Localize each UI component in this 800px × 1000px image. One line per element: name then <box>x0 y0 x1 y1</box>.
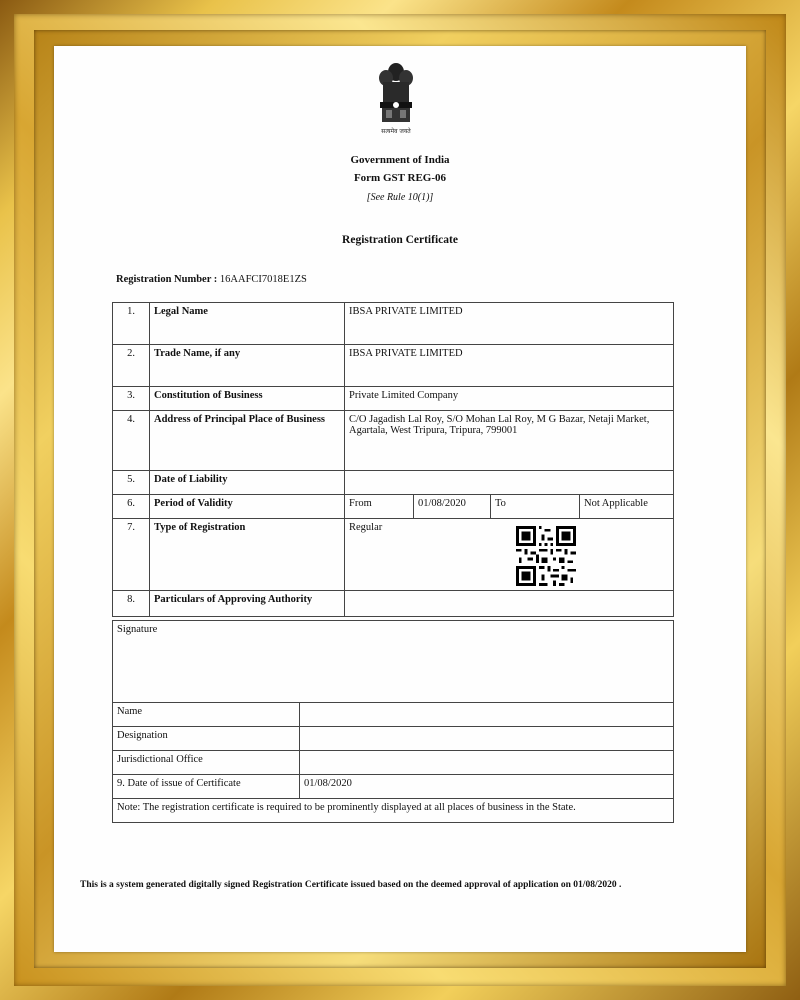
table-row <box>113 495 674 519</box>
rule-reference: [See Rule 10(1)] <box>366 192 434 203</box>
row-label: Date of Liability <box>150 471 345 495</box>
table-row <box>113 303 674 345</box>
jurisdictional-office-label: Jurisdictional Office <box>113 751 300 775</box>
name-value <box>300 703 674 727</box>
validity-from-value: 01/08/2020 <box>414 495 491 519</box>
table-row <box>113 519 674 591</box>
table-row <box>113 411 674 471</box>
form-heading: Form GST REG-06 <box>353 172 447 184</box>
validity-to-label: To <box>491 495 580 519</box>
row-value: C/O Jagadish Lal Roy, S/O Mohan Lal Roy, M G Bazar, Netaji Market, Agartala, West Tripura, Tripura, 799001 <box>345 411 674 471</box>
row-number: 3. <box>113 387 150 411</box>
jurisdictional-office-value <box>300 751 674 775</box>
signature-label: Signature <box>113 621 674 703</box>
row-label: Period of Validity <box>150 495 345 519</box>
footer-disclaimer: This is a system generated digitally signed Registration Certificate issued based on the deemed approval of application on 01/08/2020 . <box>80 880 622 890</box>
row-number: 6. <box>113 495 150 519</box>
signature-row <box>113 621 674 703</box>
table-row <box>113 471 674 495</box>
emblem-motto: सत्यमेव जयते <box>381 128 411 135</box>
row-value <box>345 591 674 617</box>
row-number: 2. <box>113 345 150 387</box>
name-label: Name <box>113 703 300 727</box>
table-row <box>113 387 674 411</box>
issue-date-label: 9. Date of issue of Certificate <box>113 775 300 799</box>
row-number: 4. <box>113 411 150 471</box>
certificate-table <box>112 302 674 617</box>
approving-authority-table <box>112 620 674 823</box>
row-value: IBSA PRIVATE LIMITED <box>345 345 674 387</box>
table-row <box>113 727 674 751</box>
row-label: Legal Name <box>150 303 345 345</box>
table-row <box>113 751 674 775</box>
validity-to-value: Not Applicable <box>580 495 674 519</box>
row-value: Regular <box>345 519 674 591</box>
qr-code-icon <box>516 526 576 586</box>
registration-number-label: Registration Number : <box>116 274 218 285</box>
note-text: Note: The registration certificate is required to be prominently displayed at all places of business in the State. <box>113 799 674 823</box>
registration-number <box>116 274 307 285</box>
designation-label: Designation <box>113 727 300 751</box>
row-label: Trade Name, if any <box>150 345 345 387</box>
row-value: Private Limited Company <box>345 387 674 411</box>
registration-number-value: 16AAFCI7018E1ZS <box>219 274 307 285</box>
row-number: 8. <box>113 591 150 617</box>
certificate-title: Registration Certificate <box>342 234 458 246</box>
validity-from-label: From <box>345 495 414 519</box>
table-row <box>113 799 674 823</box>
national-emblem-icon <box>374 58 418 136</box>
row-number: 7. <box>113 519 150 591</box>
row-label: Address of Principal Place of Business <box>150 411 345 471</box>
designation-value <box>300 727 674 751</box>
table-row <box>113 591 674 617</box>
table-row <box>113 775 674 799</box>
row-label: Type of Registration <box>150 519 345 591</box>
row-number: 5. <box>113 471 150 495</box>
government-heading: Government of India <box>350 154 450 166</box>
row-number: 1. <box>113 303 150 345</box>
issue-date-value: 01/08/2020 <box>300 775 674 799</box>
row-label: Constitution of Business <box>150 387 345 411</box>
row-label: Particulars of Approving Authority <box>150 591 345 617</box>
row-value <box>345 471 674 495</box>
table-row <box>113 345 674 387</box>
table-row <box>113 703 674 727</box>
row-value: IBSA PRIVATE LIMITED <box>345 303 674 345</box>
